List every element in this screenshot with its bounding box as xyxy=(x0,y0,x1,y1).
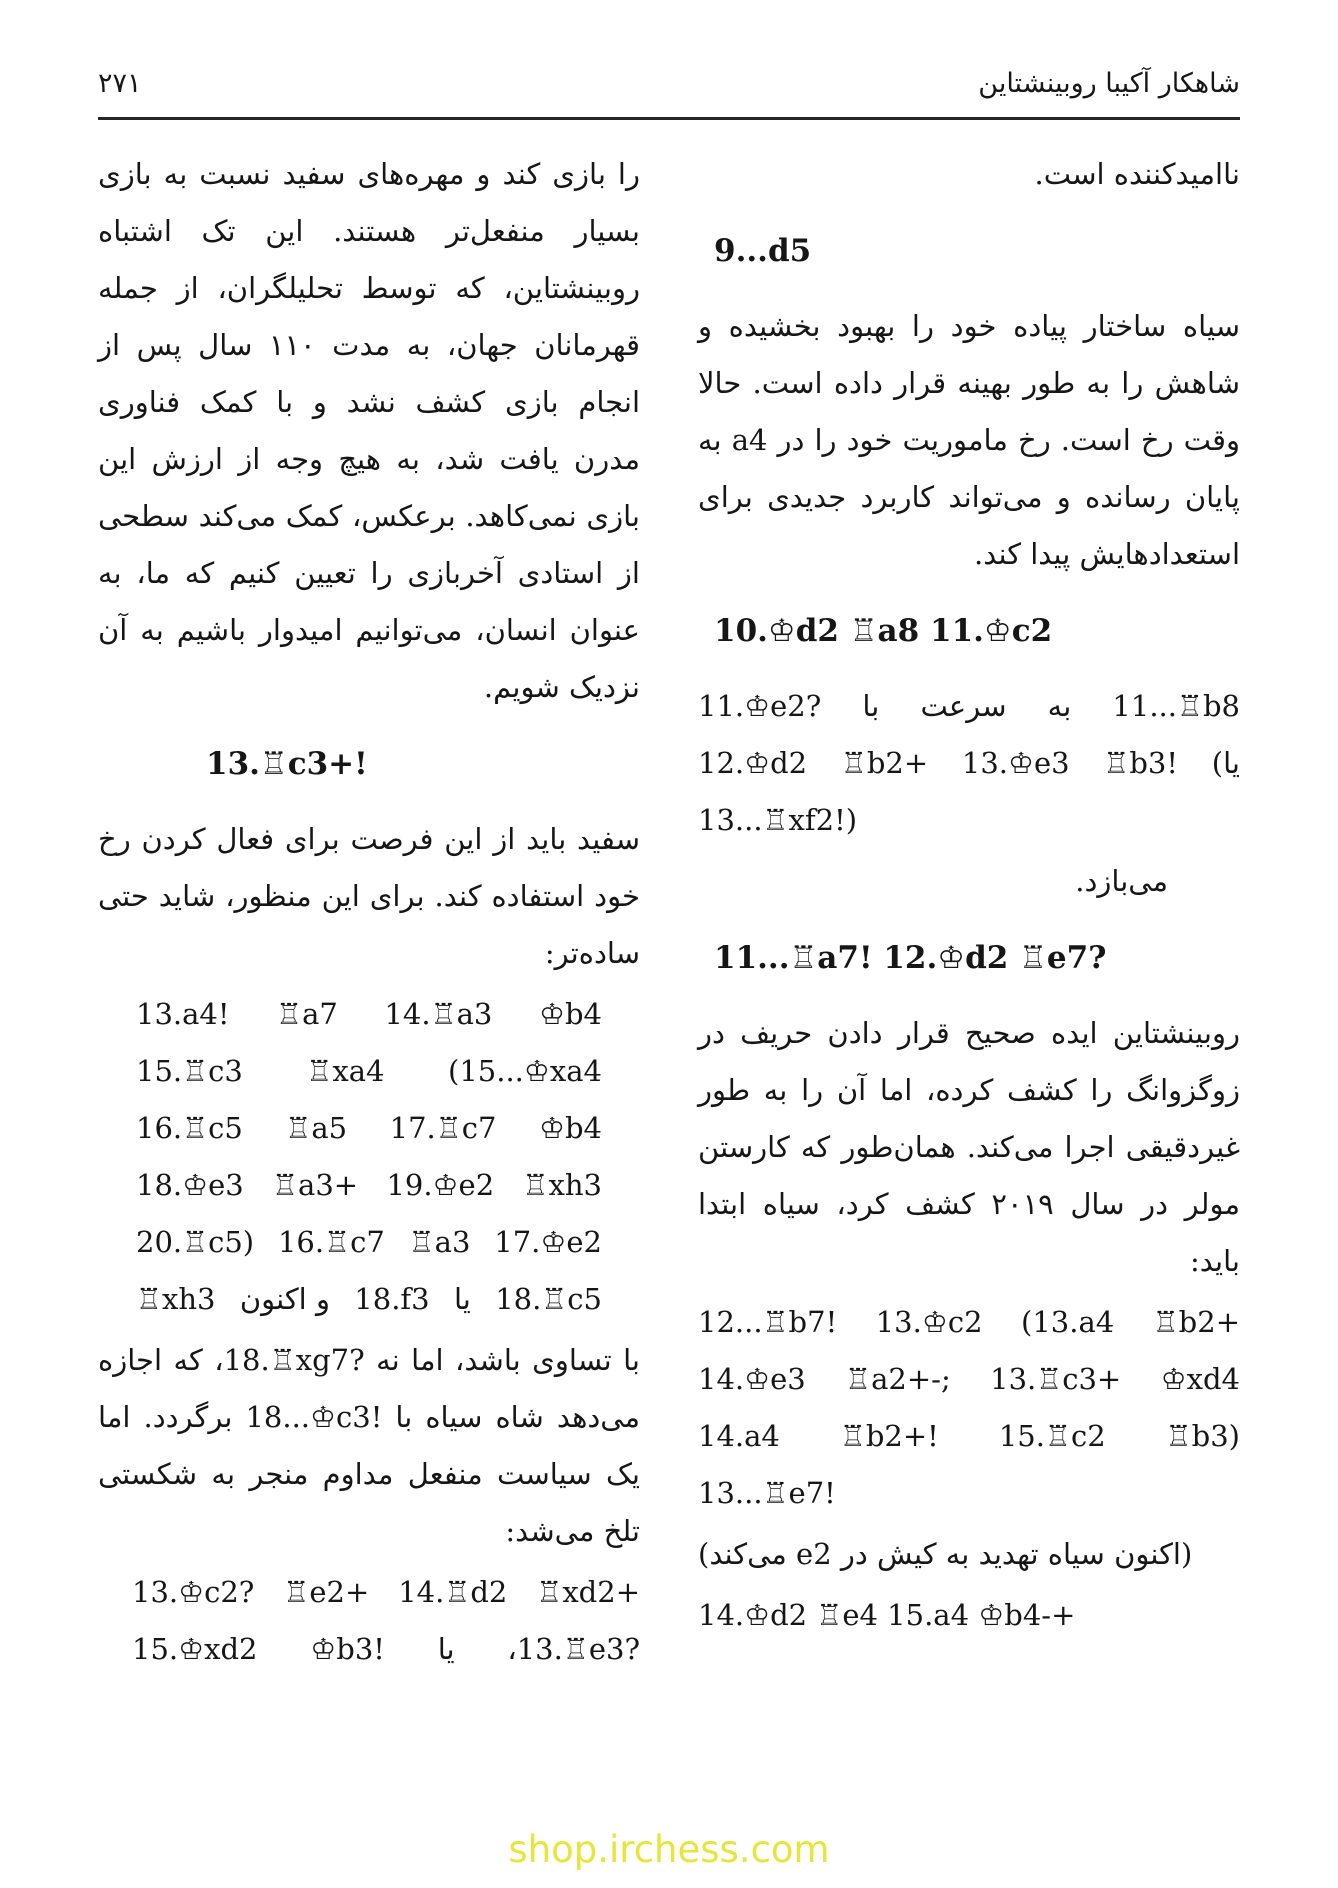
chess-move-token: (15...♔xa4 xyxy=(448,1054,602,1089)
heading-move-9d5: 9...d5 xyxy=(714,233,812,270)
chess-move-token: (یا xyxy=(1211,746,1240,781)
chess-move-token: 15.♖c3 xyxy=(136,1054,243,1089)
chess-move-token: 18.♖c5 xyxy=(495,1282,602,1317)
chess-line xyxy=(698,1351,1240,1408)
chess-move-token: یا xyxy=(453,1282,471,1317)
chess-line xyxy=(698,1408,1240,1465)
chess-move-token: ♖b2+! xyxy=(839,1419,939,1454)
chess-move-token: ♖a7 xyxy=(276,997,338,1032)
chess-move-token: 13.♔c2? xyxy=(132,1575,255,1610)
chess-move-token: ♔b4 xyxy=(538,1111,602,1146)
chess-move-token: ،13.♖e3? xyxy=(507,1632,640,1667)
chess-move-token: ♖xd2+ xyxy=(536,1575,640,1610)
chess-move-token: 11.♔e2? xyxy=(698,689,822,724)
variation-13a4 xyxy=(98,986,640,1328)
chess-move-token: 13.a4! xyxy=(136,997,230,1032)
page-footer xyxy=(0,1828,1338,1872)
column-left xyxy=(98,146,640,1682)
paragraph-draw-warning: با تساوی باشد، اما نه ⁦18.♖xg7?⁩، که اجازه می‌دهد شاه سیاه با ⁦18...♔c3!⁩ برگردد. اما یک سیاست منفعل مداوم منجر به شکستی تلخ می‌شد: xyxy=(98,1343,640,1549)
book-title: شاهکار آکیبا روبینشتاین xyxy=(978,68,1240,99)
chess-move-token: 16.♖c7 xyxy=(277,1225,385,1260)
paragraph-threat-e2: (اکنون سیاه تهدید به کیش در e2 می‌کند) xyxy=(698,1537,1193,1572)
heading-move-10: 10.♔d2 ♖a8 11.♔c2 xyxy=(714,613,1053,650)
chess-move-token: ♔b3! xyxy=(310,1632,385,1667)
chess-move-token: 14.a4 xyxy=(698,1419,780,1454)
chess-move-token: با xyxy=(862,689,880,724)
chess-line xyxy=(132,1621,640,1678)
chess-move-token: ♖a3 xyxy=(408,1225,471,1260)
chess-line: 13...♖e7! xyxy=(698,1476,836,1511)
heading-move-13Rc3: 13.♖c3+! xyxy=(206,746,368,783)
chess-move-token: 13.♔e3 xyxy=(961,746,1070,781)
chess-move-token: 19.♔e2 xyxy=(386,1168,495,1203)
chess-move-token: 17.♔e2 xyxy=(494,1225,602,1260)
chess-move-token: 16.♖c5 xyxy=(136,1111,243,1146)
page-header xyxy=(98,66,1240,120)
chess-move-token: ♖b3! xyxy=(1103,746,1179,781)
chess-move-token: ♖b2+ xyxy=(840,746,929,781)
chess-line xyxy=(136,1214,602,1271)
paragraph-pawn-structure: سیاه ساختار پیاده خود را بهبود بخشیده و شاهش را به طور بهینه قرار داده است. حالا وقت رخ است. رخ ماموریت خود را در a4 به پایان رسانده و می‌تواند کاربرد جدیدی برای استعدادهایش پیدا کند. xyxy=(698,309,1241,572)
chess-line xyxy=(132,1564,640,1621)
two-column-text xyxy=(98,146,1240,1682)
chess-line: 14.♔d2 ♖e4 15.a4 ♔b4-+ xyxy=(698,1598,1076,1633)
chess-line xyxy=(698,678,1240,735)
chess-move-token: 20.♖c5) xyxy=(136,1225,255,1260)
chess-move-token: 12.♔d2 xyxy=(698,746,808,781)
chess-move-token: 12...♖b7! xyxy=(698,1305,838,1340)
chess-move-token: و اکنون xyxy=(239,1282,330,1317)
chess-move-token: ♖b2+ xyxy=(1152,1305,1240,1340)
chess-move-token: سرعت xyxy=(920,689,1007,724)
chess-move-token: ♔xd4 xyxy=(1160,1362,1240,1397)
chess-move-token: یا xyxy=(437,1632,455,1667)
variation-13Kc2 xyxy=(98,1564,640,1678)
chess-move-token: ♖b3) xyxy=(1165,1419,1240,1454)
chess-move-token: ♖xa4 xyxy=(306,1054,385,1089)
paragraph-loses: می‌بازد. xyxy=(1075,864,1168,899)
chess-move-token: (13.a4 xyxy=(1021,1305,1115,1340)
chess-move-token: به xyxy=(1047,689,1072,724)
shop-link[interactable]: shop.irchess.com xyxy=(508,1827,830,1871)
chess-line xyxy=(698,1294,1240,1351)
page-number: ۲۷۱ xyxy=(98,68,142,99)
chess-move-token: 13.♖c3+ xyxy=(990,1362,1122,1397)
paragraph-disappointing: ناامیدکننده است. xyxy=(1034,157,1240,192)
chess-move-token: ♔b4 xyxy=(538,997,602,1032)
chess-move-token: ♖a5 xyxy=(285,1111,348,1146)
chess-line xyxy=(136,1157,602,1214)
chess-move-token: 15.♔xd2 xyxy=(132,1632,258,1667)
column-right xyxy=(698,146,1240,1682)
chess-line: 13...♖xf2!) xyxy=(698,803,858,838)
variation-final xyxy=(698,1587,1240,1644)
chess-line xyxy=(136,1271,602,1328)
chess-move-token: ♖a2+-; xyxy=(845,1362,951,1397)
chess-move-token: ♖e2+ xyxy=(283,1575,370,1610)
chess-move-token: 15.♖c2 xyxy=(998,1419,1106,1454)
chess-move-token: 17.♖c7 xyxy=(389,1111,497,1146)
paragraph-activate-rook: سفید باید از این فرصت برای فعال کردن رخ خود استفاده کند. برای این منظور، شاید حتی ساده‌تر: xyxy=(98,822,640,971)
chess-move-token: 13.♔c2 xyxy=(875,1305,983,1340)
heading-move-11a7: 11...♖a7! 12.♔d2 ♖e7? xyxy=(714,940,1107,977)
chess-move-token: 14.♖a3 xyxy=(384,997,493,1032)
chess-line xyxy=(136,1043,602,1100)
chess-line xyxy=(698,735,1240,792)
variation-11Ke2 xyxy=(698,678,1240,849)
paragraph-single-mistake: را بازی کند و مهره‌های سفید نسبت به بازی بسیار منفعل‌تر هستند. این تک اشتباه روبینشتاین، که توسط تحلیلگران، از جمله قهرمانان جهان، به مدت ۱۱۰ سال پس از انجام بازی کشف نشد و با کمک فناوری مدرن یافت شد، به هیچ وجه از ارزش این بازی نمی‌کاهد. برعکس، کمک می‌کند سطحی از استادی آخربازی را تعیین کنیم که ما، به عنوان انسان، می‌توانیم امیدوار باشیم به آن نزدیک شویم. xyxy=(98,157,640,705)
chess-move-token: 11...♖b8 xyxy=(1112,689,1240,724)
chess-move-token: 14.♔e3 xyxy=(698,1362,806,1397)
chess-move-token: ♖a3+ xyxy=(272,1168,359,1203)
chess-move-token: 18.f3 xyxy=(354,1282,430,1317)
chess-move-token: ♖xh3 xyxy=(522,1168,602,1203)
paragraph-zugzwang: روبینشتاین ایده صحیح قرار دادن حریف در زوگزوانگ را کشف کرده، اما آن را به طور غیردقیقی اجرا می‌کند. همان‌طور که کارستن مولر در سال ۲۰۱۹ کشف کرد، سیاه ابتدا باید: xyxy=(698,1016,1241,1279)
chess-move-token: 14.♖d2 xyxy=(398,1575,508,1610)
chess-move-token: ♖xh3 xyxy=(136,1282,216,1317)
chess-line xyxy=(136,986,602,1043)
variation-12Rb7 xyxy=(698,1294,1240,1522)
chess-line xyxy=(136,1100,602,1157)
chess-move-token: 18.♔e3 xyxy=(136,1168,244,1203)
